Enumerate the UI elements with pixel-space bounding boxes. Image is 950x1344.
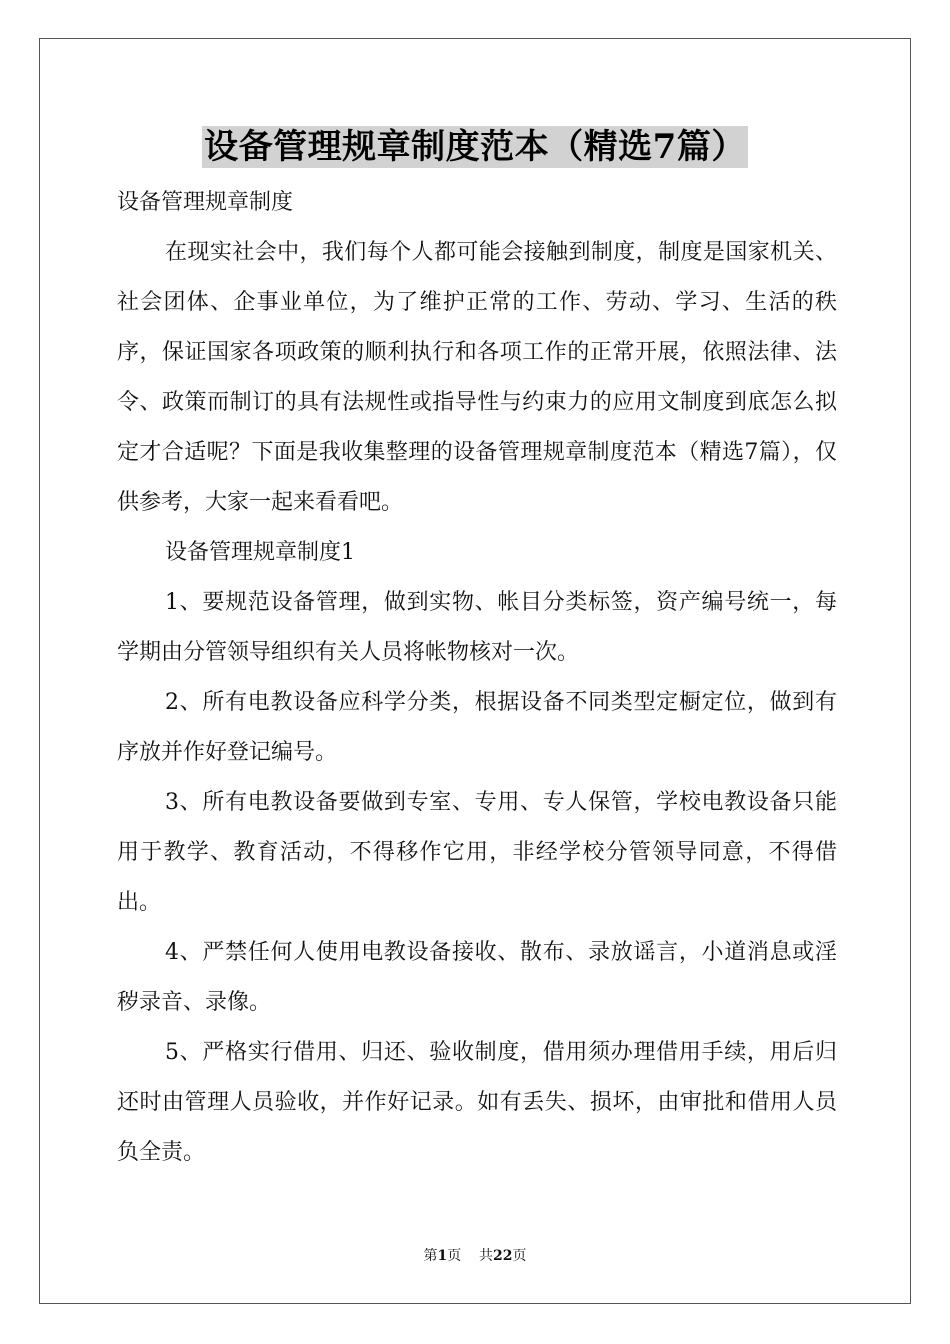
- rule-item-4: 4、严禁任何人使用电教设备接收、散布、录放谣言，小道消息或淫秽录音、录像。: [117, 940, 837, 1015]
- document-title: 设备管理规章制度范本（精选7篇）: [204, 127, 746, 167]
- total-suffix: 页: [512, 1248, 527, 1264]
- page-footer: [0, 1247, 950, 1265]
- rule-item-1: 1、要规范设备管理，做到实物、帐目分类标签，资产编号统一，每学期由分管领导组织有关人员将帐物核对一次。: [117, 590, 837, 665]
- rule-item-3: 3、所有电教设备要做到专室、专用、专人保管，学校电教设备只能用于教学、教育活动，不得移作它用，非经学校分管领导同意，不得借出。: [117, 790, 837, 915]
- rule-item-5: 5、严格实行借用、归还、验收制度，借用须办理借用手续，用后归还时由管理人员验收，并作好记录。如有丢失、损坏，由审批和借用人员负全责。: [117, 1040, 837, 1165]
- document-subtitle: 设备管理规章制度: [117, 190, 294, 215]
- title-container: [0, 126, 950, 168]
- document-body: [117, 178, 837, 1178]
- section-heading: 设备管理规章制度1: [165, 540, 355, 565]
- page-suffix: 页: [447, 1248, 462, 1264]
- total-prefix: 共: [479, 1248, 494, 1264]
- intro-paragraph: 在现实社会中，我们每个人都可能会接触到制度，制度是国家机关、社会团体、企事业单位，为了维护正常的工作、劳动、学习、生活的秩序，保证国家各项政策的顺利执行和各项工作的正常开展，依照法律、法令、政策而制订的具有法规性或指导性与约束力的应用文制度到底怎么拟定才合适呢？下面是我收集整理的设备管理规章制度范本（精选7篇），仅供参考，大家一起来看看吧。: [117, 240, 837, 515]
- current-page-number: 1: [437, 1248, 448, 1264]
- rule-item-2: 2、所有电教设备应科学分类，根据设备不同类型定橱定位，做到有序放并作好登记编号。: [117, 690, 837, 765]
- page-prefix: 第: [423, 1248, 438, 1264]
- total-pages-number: 22: [493, 1248, 513, 1264]
